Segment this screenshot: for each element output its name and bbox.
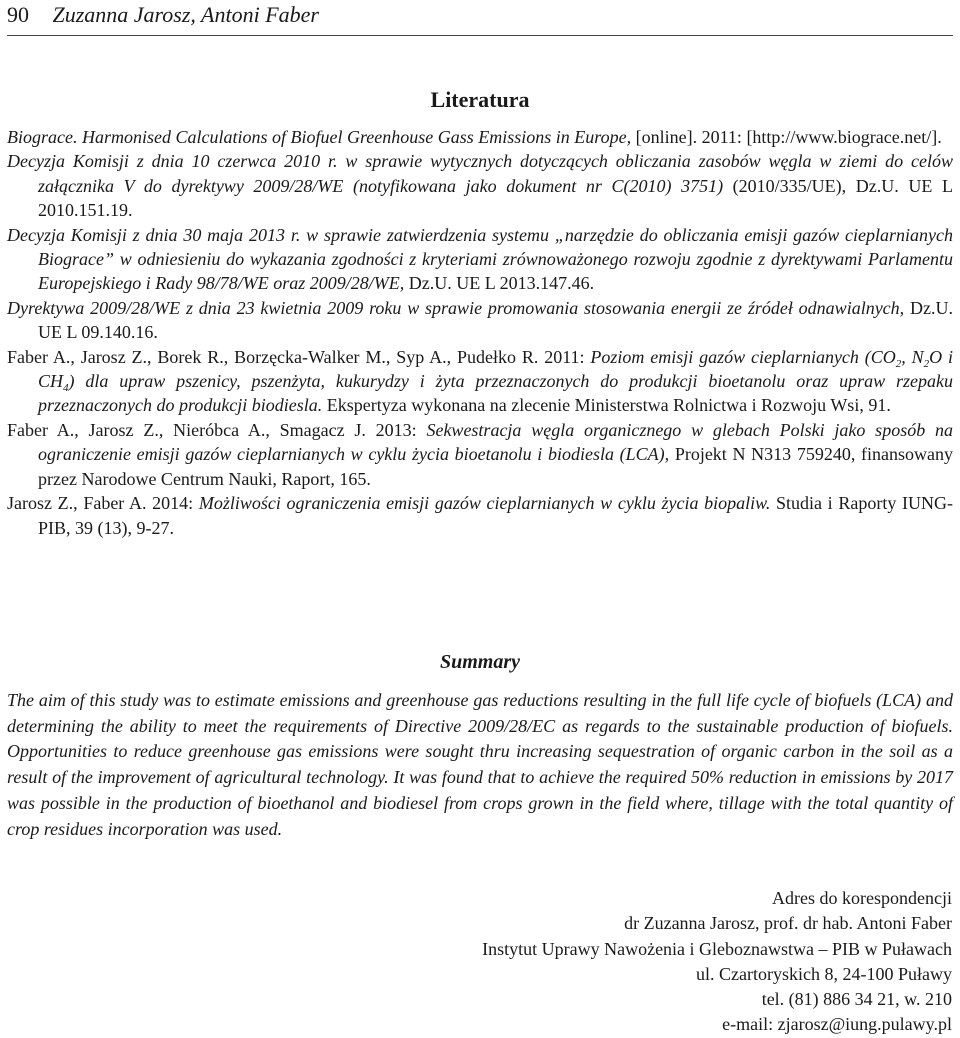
reference-title: Możliwości ograniczenia emisji gazów cieplarnianych w cyklu życia biopaliw. <box>198 493 771 514</box>
summary-paragraph: The aim of this study was to estimate emissions and greenhouse gas reductions resulting in the full life cycle of biofuels (LCA) and determining the ability to meet the requirements of Directive 2009/28/EC as regards to the sustainable production of biofuels. Opportunities to reduce greenhouse gas emissions were sought thru increasing sequestration of organic carbon in the soil as a result of the improvement of agricultural technology. It was found that to achieve the required 50% reduction in emissions by 2017 was possible in the production of bioethanol and biodiesel from crops grown in the field where, tillage with the total quantity of crop residues incorporation was used. <box>7 690 953 839</box>
title-part: ) dla upraw pszenicy, pszenżyta, kukurydzy i żyta przeznaczonych do produkcji bioetanolu oraz upraw rzepaku przeznaczonych do produkcji biodiesla. <box>38 371 953 416</box>
running-header <box>7 0 953 30</box>
reference-item <box>7 149 953 222</box>
subscript: 4 <box>63 382 69 395</box>
reference-authors: Jarosz Z., Faber A. 2014: <box>7 493 199 514</box>
reference-details: Studia i Raporty IUNG-PIB, 39 (13), 9-27. <box>38 493 953 538</box>
reference-details: Ekspertyza wykonana na zlecenie Ministerstwa Rolnictwa i Rozwoju Wsi, 91. <box>322 395 891 416</box>
header-divider <box>7 35 953 36</box>
reference-authors: Faber A., Jarosz Z., Nieróbca A., Smagacz J. 2013: <box>7 419 427 440</box>
title-part: O i CH <box>38 346 953 392</box>
reference-item <box>7 125 953 149</box>
reference-title: Decyzja Komisji z dnia 10 czerwca 2010 r. w sprawie wytycznych dotyczących obliczania zasobów węgla w ziemi do celów załącznika V do dyrektywy 2009/28/WE (notyfikowana jako dokument nr C(2010) 3751) <box>7 151 953 196</box>
subscript: 2 <box>895 357 902 370</box>
reference-title: Dyrektywa 2009/28/WE z dnia 23 kwietnia 2009 roku w sprawie promowania stosowania energii ze źródeł odnawialnych, <box>7 297 905 318</box>
address-heading: Adres do korespondencji <box>772 888 952 908</box>
reference-item <box>7 223 953 296</box>
address-phone: tel. (81) 886 34 21, w. 210 <box>761 989 952 1010</box>
address-institute: Instytut Uprawy Nawożenia i Gleboznawstwa – PIB w Puławach <box>482 938 952 959</box>
address-email: e-mail: zjarosz@iung.pulawy.pl <box>722 1014 952 1035</box>
reference-details: Dz.U. UE L 2013.147.46. <box>404 273 595 294</box>
reference-details: Projekt N N313 759240, finansowany przez Narodowe Centrum Nauki, Raport, 165. <box>38 444 953 489</box>
reference-item <box>7 491 953 540</box>
reference-item <box>7 296 953 345</box>
subscript: 2 <box>923 357 930 370</box>
reference-title: Biograce. Harmonised Calculations of Biofuel Greenhouse Gass Emissions in Europe, <box>7 127 632 147</box>
reference-item <box>7 345 953 418</box>
correspondence-address <box>482 886 952 1038</box>
running-header-authors: Zuzanna Jarosz, Antoni Faber <box>52 2 319 27</box>
title-part: Poziom emisji gazów cieplarnianych (CO <box>590 346 896 367</box>
reference-authors: Faber A., Jarosz Z., Borek R., Borzęcka-Walker M., Syp A., Pudełko R. 2011: <box>7 346 591 367</box>
summary-heading: Summary <box>439 651 521 673</box>
page-number: 90 <box>7 2 29 27</box>
address-street: ul. Czartoryskich 8, 24-100 Puławy <box>696 963 952 984</box>
address-names: dr Zuzanna Jarosz, prof. dr hab. Antoni Faber <box>624 913 952 934</box>
reference-details: [online]. 2011: [http://www.biograce.net/]. <box>631 127 942 147</box>
reference-details: Dz.U. UE L 09.140.16. <box>38 297 954 343</box>
reference-item <box>7 418 953 491</box>
literature-heading: Literatura <box>430 87 530 112</box>
reference-list <box>7 125 953 540</box>
reference-title: Decyzja Komisji z dnia 30 maja 2013 r. w sprawie zatwierdzenia systemu „narzędzie do obliczania emisji gazów cieplarnianych Biograce” w odniesieniu do wykazania zgodności z kryteriami zrównoważonego rozwoju zgodnie z dyrektywami Parlamentu Europejskiego i Rady 98/78/WE oraz 2009/28/WE, <box>7 224 953 294</box>
title-part: , N <box>901 346 924 367</box>
reference-title: Sekwestracja węgla organicznego w glebach Polski jako sposób na ograniczenie emisji gazów cieplarnianych w cyklu życia bioetanolu i biodiesla (LCA), <box>38 419 953 465</box>
reference-details: (2010/335/UE), Dz.U. UE L 2010.151.19. <box>38 175 953 221</box>
